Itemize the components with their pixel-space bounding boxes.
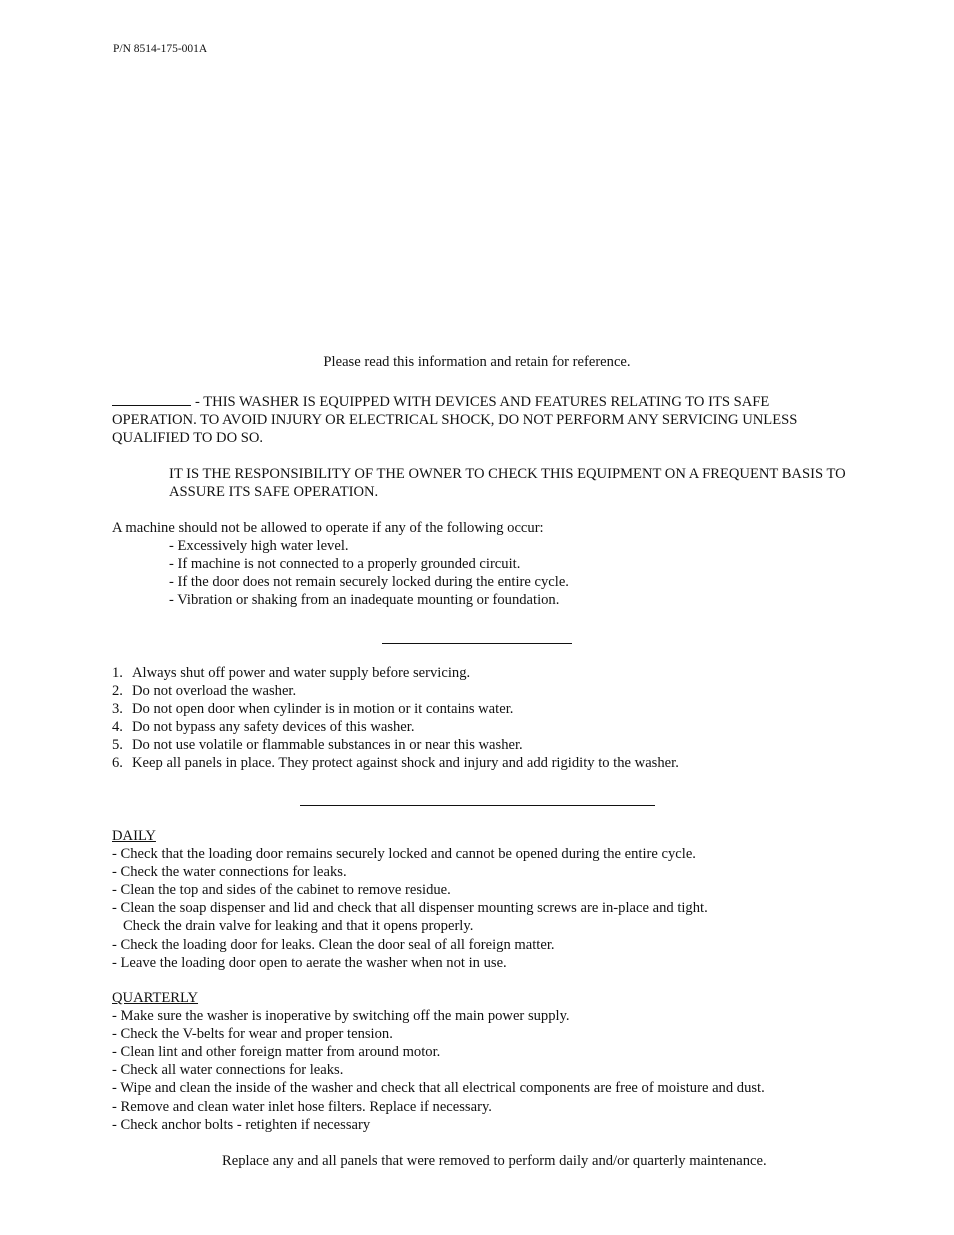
list-item: - Check the water connections for leaks. — [112, 864, 347, 881]
list-item: - Excessively high water level. — [169, 538, 349, 554]
final-note: Replace any and all panels that were removed to perform daily and/or quarterly maintenance. — [222, 1153, 767, 1169]
list-text: Do not open door when cylinder is in motion or it contains water. — [132, 701, 514, 718]
list-item: - Clean lint and other foreign matter from around motor. — [112, 1044, 441, 1061]
list-item — [112, 682, 679, 700]
list-item: - Check the V-belts for wear and proper tension. — [112, 1026, 393, 1043]
conditions-list — [169, 537, 569, 609]
list-item: - If the door does not remain securely locked during the entire cycle. — [169, 574, 569, 591]
list-number: 4. — [112, 719, 123, 736]
part-number: P/N 8514-175-001A — [113, 43, 208, 55]
list-item: - Clean the soap dispenser and lid and check that all dispenser mounting screws are in-place and tight. — [112, 900, 708, 917]
list-number: 5. — [112, 737, 123, 754]
list-item: - Check all water connections for leaks. — [112, 1062, 344, 1079]
warning-blank-line — [112, 393, 191, 406]
responsibility-paragraph: IT IS THE RESPONSIBILITY OF THE OWNER TO CHECK THIS EQUIPMENT ON A FREQUENT BASIS TO ASSURE ITS SAFE OPERATION. — [169, 466, 846, 501]
list-item: - Clean the top and sides of the cabinet to remove residue. — [112, 882, 451, 899]
list-text: Do not overload the washer. — [132, 683, 297, 700]
list-item — [112, 718, 679, 736]
quarterly-heading: QUARTERLY — [112, 990, 199, 1006]
conditions-intro: A machine should not be allowed to operate if any of the following occur: — [112, 520, 544, 536]
list-item: - Make sure the washer is inoperative by switching off the main power supply. — [112, 1008, 570, 1025]
section-divider — [382, 643, 572, 644]
list-item: - Check that the loading door remains securely locked and cannot be opened during the entire cycle. — [112, 846, 696, 863]
warning-paragraph — [112, 393, 832, 447]
read-notice: Please read this information and retain for reference. — [323, 354, 631, 370]
safety-rules-list — [112, 664, 679, 773]
list-text: Do not use volatile or flammable substances in or near this washer. — [132, 737, 523, 754]
list-number: 6. — [112, 755, 123, 772]
list-item — [112, 664, 679, 682]
list-number: 1. — [112, 665, 123, 681]
daily-heading: DAILY — [112, 828, 156, 844]
list-item: - Vibration or shaking from an inadequate mounting or foundation. — [169, 592, 560, 609]
list-text: Do not bypass any safety devices of this washer. — [132, 719, 415, 736]
list-text: Always shut off power and water supply before servicing. — [132, 665, 471, 681]
list-item: - If machine is not connected to a properly grounded circuit. — [169, 556, 521, 573]
list-item: Check the drain valve for leaking and that it opens properly. — [112, 918, 474, 935]
list-number: 2. — [112, 683, 123, 700]
list-item: - Remove and clean water inlet hose filters. Replace if necessary. — [112, 1098, 492, 1115]
list-item: - Leave the loading door open to aerate the washer when not in use. — [112, 954, 507, 971]
list-item: - Check anchor bolts - retighten if necessary — [112, 1116, 371, 1133]
list-number: 3. — [112, 701, 123, 718]
list-item: - Wipe and clean the inside of the washer and check that all electrical components are free of moisture and dust. — [112, 1080, 765, 1097]
list-item — [112, 700, 679, 718]
section-divider — [300, 805, 655, 806]
quarterly-section — [112, 989, 765, 1134]
list-item: - Check the loading door for leaks. Clean the door seal of all foreign matter. — [112, 936, 555, 953]
daily-section — [112, 827, 708, 972]
list-item — [112, 736, 679, 754]
warning-text: - THIS WASHER IS EQUIPPED WITH DEVICES AND FEATURES RELATING TO ITS SAFE OPERATION. TO AVOID INJURY OR ELECTRICAL SHOCK, DO NOT PERFORM ANY SERVICING UNLESS QUALIFIED TO DO SO. — [112, 394, 798, 447]
list-text: Keep all panels in place. They protect against shock and injury and add rigidity to the washer. — [132, 755, 679, 772]
list-item — [112, 754, 679, 772]
